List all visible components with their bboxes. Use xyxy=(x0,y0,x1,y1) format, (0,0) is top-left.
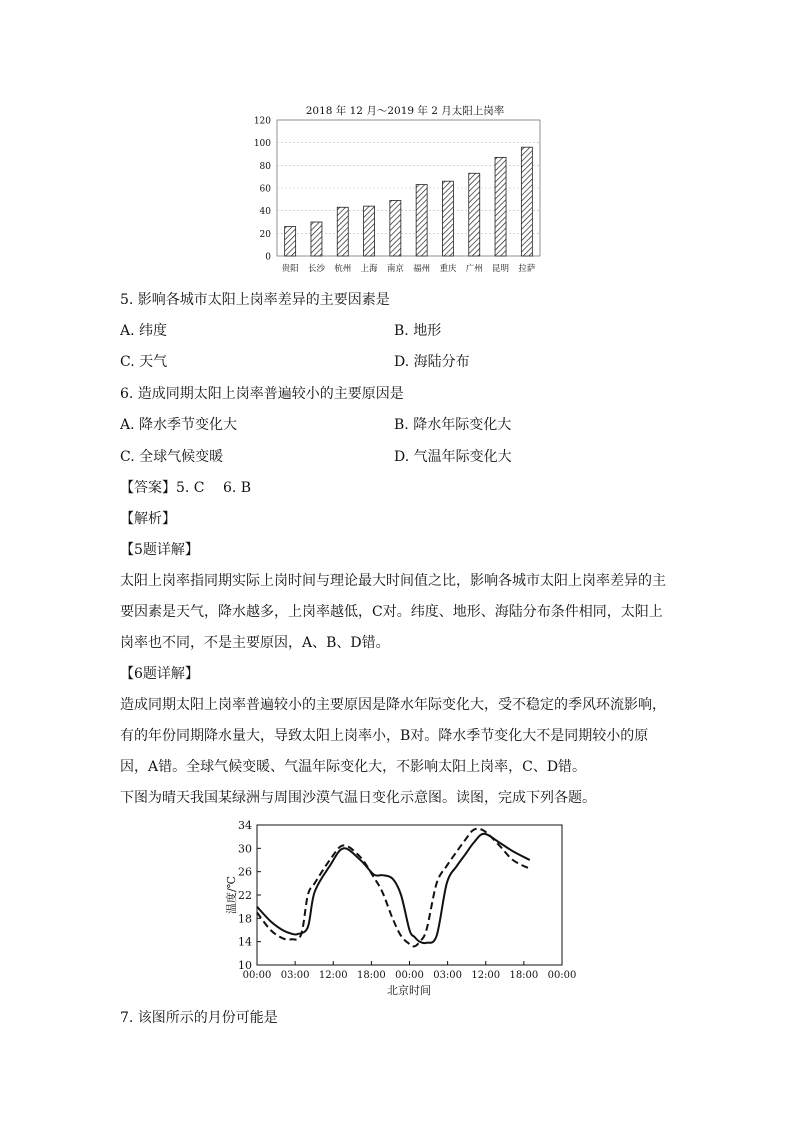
bar-x-tick-label: 南京 xyxy=(386,264,404,274)
solid-series-line xyxy=(257,834,530,943)
temperature-line-chart xyxy=(222,815,582,1000)
line-y-tick-label: 30 xyxy=(238,842,252,856)
line-x-tick-label: 00:00 xyxy=(242,970,272,981)
q6-option-a[interactable]: A. 降水季节变化大 xyxy=(120,417,238,433)
bar-y-tick-label: 20 xyxy=(259,229,271,240)
q7-stem: 7. 该图所示的月份可能是 xyxy=(120,1010,278,1026)
bar-x-tick-label: 杭州 xyxy=(334,264,352,274)
bar-y-tick-label: 0 xyxy=(265,252,271,263)
bar-y-tick-label: 120 xyxy=(253,116,271,127)
dashed-series-line xyxy=(257,829,530,947)
bar xyxy=(285,227,296,256)
bar-x-tick-label: 贵阳 xyxy=(281,264,299,274)
bar-x-tick-label: 上海 xyxy=(360,264,378,274)
bar-y-tick-label: 100 xyxy=(253,139,271,150)
q5-option-d[interactable]: D. 海陆分布 xyxy=(394,354,470,370)
line-y-tick-label: 14 xyxy=(238,935,252,949)
line-y-tick-label: 26 xyxy=(238,865,252,879)
line-x-tick-label: 03:00 xyxy=(433,970,463,981)
q6-option-b[interactable]: B. 降水年际变化大 xyxy=(394,417,512,433)
y-axis-label: 温度/℃ xyxy=(225,875,238,915)
section-intro: 下图为晴天我国某绿洲与周围沙漠气温日变化示意图。读图，完成下列各题。 xyxy=(120,790,596,806)
line-x-tick-label: 00:00 xyxy=(395,970,424,981)
bar-y-tick-label: 60 xyxy=(259,184,271,195)
bar-x-tick-label: 拉萨 xyxy=(518,264,536,274)
bar-x-tick-label: 长沙 xyxy=(307,264,325,274)
bar xyxy=(311,222,322,256)
line-y-tick-label: 18 xyxy=(238,912,252,926)
bar xyxy=(521,147,532,256)
bar xyxy=(416,185,427,256)
q6-option-c[interactable]: C. 全球气候变暖 xyxy=(120,449,224,465)
q5-option-a[interactable]: A. 纬度 xyxy=(120,323,168,339)
x-axis-label: 北京时间 xyxy=(387,984,431,997)
line-x-tick-label: 12:00 xyxy=(318,970,348,981)
q6-stem: 6. 造成同期太阳上岗率普遍较小的主要原因是 xyxy=(120,386,404,402)
answer-line: 【答案】5. C 6. B xyxy=(120,480,252,496)
bar xyxy=(469,173,480,256)
bar-y-tick-label: 40 xyxy=(259,207,271,218)
bar-y-tick-label: 80 xyxy=(259,161,271,172)
line-x-tick-label: 18:00 xyxy=(509,970,539,981)
sunshine-rate-bar-chart xyxy=(245,98,565,283)
line-y-tick-label: 22 xyxy=(238,889,252,902)
analysis-heading: 【解析】 xyxy=(120,511,176,527)
bar-x-tick-label: 昆明 xyxy=(492,264,510,274)
bar xyxy=(442,181,453,256)
q6-option-d[interactable]: D. 气温年际变化大 xyxy=(394,449,512,465)
line-x-tick-label: 12:00 xyxy=(471,970,501,981)
bar xyxy=(364,206,375,256)
bar xyxy=(337,207,348,256)
bar-chart-title: 2018 年 12 月～2019 年 2 月太阳上岗率 xyxy=(305,105,505,117)
line-x-tick-label: 00:00 xyxy=(547,970,577,981)
line-y-tick-label: 10 xyxy=(238,959,252,972)
line-y-tick-label: 34 xyxy=(238,819,252,832)
bar-x-tick-label: 广州 xyxy=(465,264,483,274)
q6-detail-text: 造成同期太阳上岗率普遍较小的主要原因是降水年际变化大，受不稳定的季风环流影响，有的年份同期降水量大，导致太阳上岗率小，B对。降水季节变化大不是同期较小的原因，A错。全球气候变暖、气温年际变化大，不影响太阳上岗率，C、D错。 xyxy=(120,697,666,775)
q6-detail-heading: 【6题详解】 xyxy=(120,666,199,682)
line-x-tick-label: 18:00 xyxy=(356,970,386,981)
q5-detail-text: 太阳上岗率指同期实际上岗时间与理论最大时间值之比，影响各城市太阳上岗率差异的主要因素是天气，降水越多，上岗率越低，C对。纬度、地形、海陆分布条件相同，太阳上岗率也不同，不是主要原因，A、B、D错。 xyxy=(120,573,666,651)
bar xyxy=(390,200,401,256)
bar xyxy=(495,157,506,256)
bar-x-tick-label: 福州 xyxy=(413,264,431,274)
bar-x-tick-label: 重庆 xyxy=(439,264,457,274)
q5-stem: 5. 影响各城市太阳上岗率差异的主要因素是 xyxy=(120,292,390,308)
q5-option-c[interactable]: C. 天气 xyxy=(120,354,168,370)
line-x-tick-label: 03:00 xyxy=(280,970,310,981)
q5-option-b[interactable]: B. 地形 xyxy=(394,323,442,339)
q5-detail-heading: 【5题详解】 xyxy=(120,542,199,558)
